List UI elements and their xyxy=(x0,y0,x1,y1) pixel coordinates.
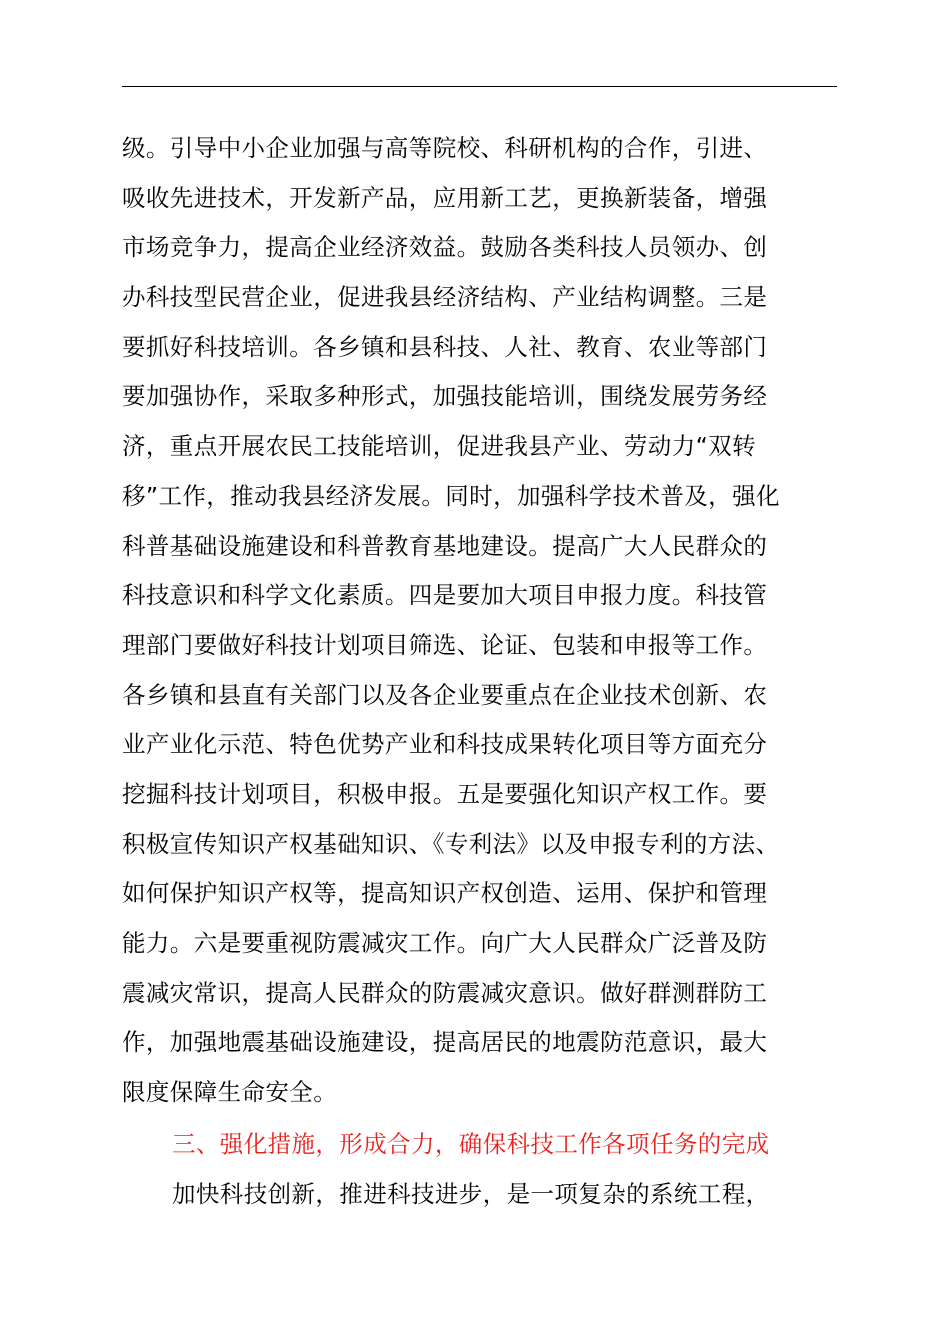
text-line: 级。引导中小企业加强与高等院校、科研机构的合作，引进、 xyxy=(122,134,768,162)
text-line: 吸收先进技术，开发新产品，应用新工艺，更换新装备，增强 xyxy=(122,183,768,212)
text-line: 能力。六是要重视防震减灾工作。向广大人民群众广泛普及防 xyxy=(122,929,768,957)
text-line: 业产业化示范、特色优势产业和科技成果转化项目等方面充分 xyxy=(122,730,768,759)
text-line: 要抓好科技培训。各乡镇和县科技、人社、教育、农业等部门 xyxy=(122,332,768,361)
body-text xyxy=(122,124,842,1118)
text-line: 理部门要做好科技计划项目筛选、论证、包装和申报等工作。 xyxy=(122,630,768,659)
text-line: 移”工作，推动我县经济发展。同时，加强科学技术普及，强化 xyxy=(122,481,780,510)
text-line: 积极宣传知识产权基础知识、《专利法》以及申报专利的方法、 xyxy=(122,829,780,858)
text-line: 各乡镇和县直有关部门以及各企业要重点在企业技术创新、农 xyxy=(122,680,768,709)
text-line: 震减灾常识，提高人民群众的防震减灾意识。做好群测群防工 xyxy=(122,978,768,1007)
text-line: 办科技型民营企业，促进我县经济结构、产业结构调整。三是 xyxy=(122,283,768,312)
text-line: 作，加强地震基础设施建设，提高居民的地震防范意识，最大 xyxy=(122,1028,768,1057)
text-line: 济，重点开展农民工技能培训，促进我县产业、劳动力“双转 xyxy=(122,432,756,461)
text-line: 市场竞争力，提高企业经济效益。鼓励各类科技人员领办、创 xyxy=(122,233,768,262)
header-rule xyxy=(122,86,837,87)
paragraph-first-line: 加快科技创新，推进科技进步，是一项复杂的系统工程， xyxy=(172,1180,770,1208)
text-line: 科技意识和科学文化素质。四是要加大项目申报力度。科技管 xyxy=(122,581,768,610)
text-line: 如何保护知识产权等，提高知识产权创造、运用、保护和管理 xyxy=(122,879,768,908)
text-line: 要加强协作，采取多种形式，加强技能培训，围绕发展劳务经 xyxy=(122,382,768,411)
text-line: 挖掘科技计划项目，积极申报。五是要强化知识产权工作。要 xyxy=(122,779,768,808)
text-line: 科普基础设施建设和科普教育基地建设。提高广大人民群众的 xyxy=(122,531,768,560)
section-heading: 三、强化措施，形成合力，确保科技工作各项任务的完成 xyxy=(172,1130,770,1158)
text-line: 限度保障生命安全。 xyxy=(122,1078,338,1107)
